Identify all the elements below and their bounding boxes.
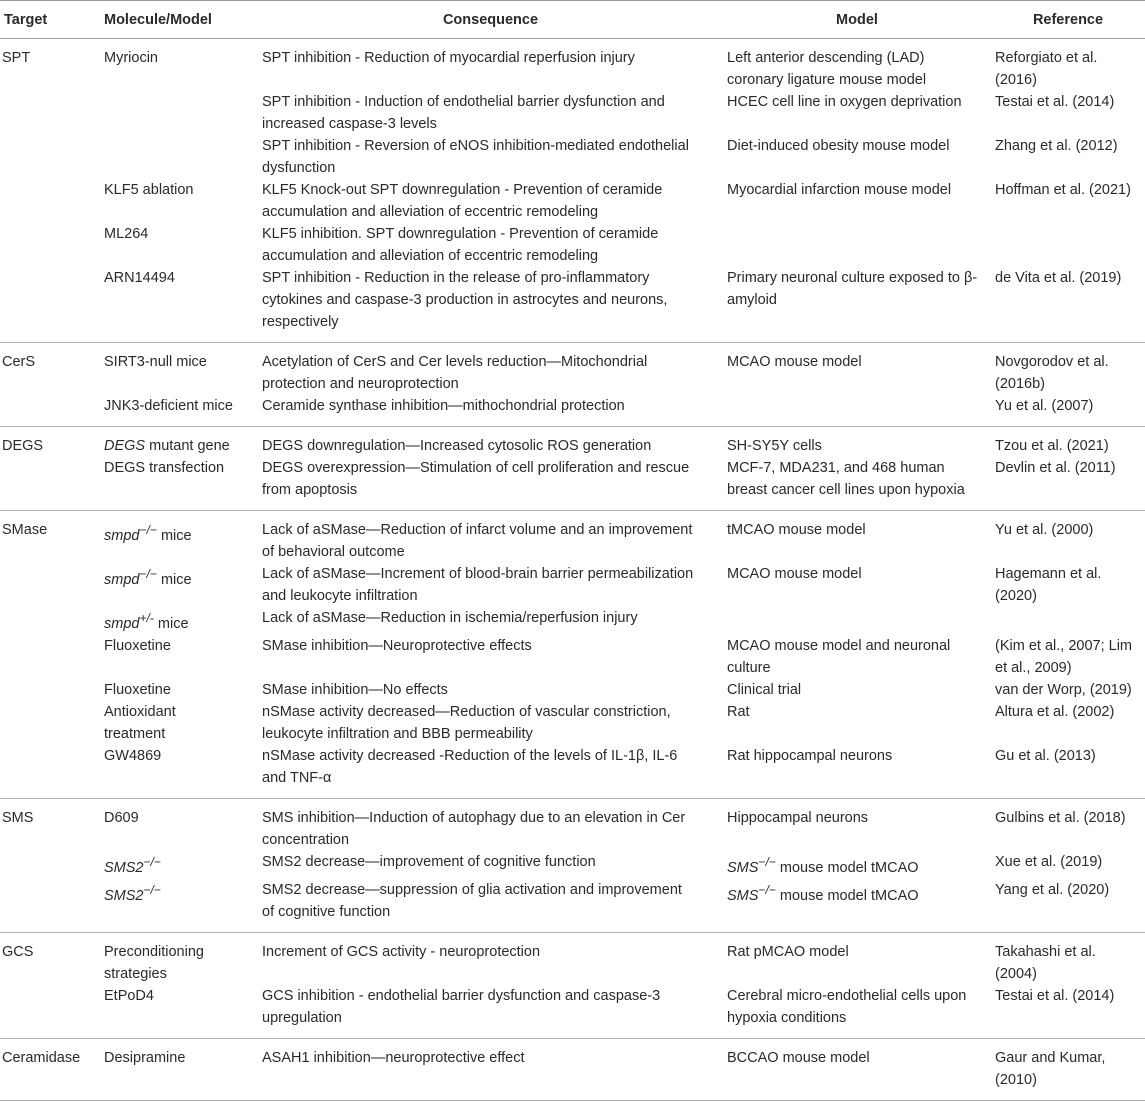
cell-reference: Yu et al. (2007) — [991, 395, 1145, 427]
cell-target — [0, 851, 100, 879]
cell-target: GCS — [2, 943, 34, 960]
cell-molecule: Desipramine — [100, 1038, 258, 1100]
cell-model — [723, 395, 991, 427]
cell-model: MCAO mouse model — [727, 354, 862, 370]
cell-molecule: JNK3-deficient mice — [100, 395, 258, 427]
cell-consequence: SMase inhibition—No effects — [262, 681, 448, 698]
header-consequence: Consequence — [258, 1, 723, 39]
header-model: Model — [723, 1, 991, 39]
table-row — [0, 635, 1145, 679]
cell-model: HCEC cell line in oxygen deprivation — [727, 94, 962, 110]
cell-target: Ceramidase — [0, 1038, 100, 1100]
cell-consequence: nSMase activity decreased—Reduction of vascular constriction, leukocyte infiltration and BBB permeability — [262, 703, 671, 742]
cell-model: MCAO mouse model — [727, 566, 862, 582]
cell-consequence: SMase inhibition—Neuroprotective effects — [262, 637, 532, 654]
cell-target — [0, 395, 100, 427]
table-row — [0, 511, 1145, 564]
molecule-genotype: −/− — [139, 567, 157, 581]
cell-reference — [991, 607, 1145, 635]
cell-reference: Yang et al. (2020) — [991, 879, 1145, 933]
cell-consequence: Lack of aSMase—Reduction of infarct volume and an improvement of behavioral outcome — [262, 522, 693, 560]
cell-reference: Testai et al. (2014) — [995, 94, 1115, 110]
cell-reference: Testai et al. (2014) — [991, 985, 1145, 1039]
cell-model: Rat pMCAO model — [727, 943, 849, 960]
cell-molecule: Antioxidant treatment — [104, 703, 176, 742]
cell-target — [0, 91, 100, 135]
cell-reference: Takahashi et al. (2004) — [995, 943, 1096, 982]
cell-model: Rat hippocampal neurons — [723, 745, 991, 799]
cell-target — [0, 563, 100, 607]
cell-model — [723, 851, 991, 879]
cell-molecule — [100, 91, 258, 135]
cell-molecule — [100, 879, 258, 933]
cell-target — [0, 135, 100, 179]
model-genotype-name: SMS — [727, 887, 759, 904]
molecule-name: smpd — [104, 527, 140, 544]
cell-consequence: KLF5 Knock-out SPT downregulation - Prevention of ceramide accumulation and alleviation of eccentric remodeling — [262, 182, 663, 220]
model-text: mouse model tMCAO — [775, 859, 919, 876]
cell-reference: Yu et al. (2000) — [995, 522, 1094, 538]
cell-model: Diet-induced obesity mouse model — [727, 138, 950, 154]
cell-target — [0, 223, 100, 267]
cell-molecule: DEGS transfection — [100, 457, 258, 511]
cell-consequence: SMS2 decrease—suppression of glia activation and improvement of cognitive function — [258, 879, 723, 933]
cell-consequence: Acetylation of CerS and Cer levels reduction—Mitochondrial protection and neuroprotection — [262, 354, 648, 392]
header-target: Target — [0, 1, 100, 39]
cell-molecule — [100, 135, 258, 179]
cell-model: Myocardial infarction mouse model — [727, 182, 952, 198]
cell-reference — [991, 223, 1145, 267]
model-genotype: −/− — [758, 882, 776, 897]
cell-consequence: KLF5 inhibition. SPT downregulation - Prevention of ceramide accumulation and alleviation of eccentric remodeling — [262, 226, 659, 264]
cell-reference: Reforgiato et al. (2016) — [995, 50, 1098, 88]
cell-target: SMase — [2, 522, 48, 538]
table-row — [0, 679, 1145, 701]
table-row — [0, 745, 1145, 799]
cell-consequence: nSMase activity decreased -Reduction of the levels of IL-1β, IL-6 and TNF-α — [258, 745, 723, 799]
cell-consequence: SPT inhibition - Reduction of myocardial reperfusion injury — [262, 50, 635, 66]
table-row — [0, 607, 1145, 635]
table-body — [0, 39, 1145, 1101]
model-genotype: −/− — [758, 854, 776, 869]
molecule-suffix: mice — [153, 615, 189, 632]
cell-consequence: Lack of aSMase—Reduction in ischemia/reperfusion injury — [262, 610, 638, 626]
cell-model: Clinical trial — [727, 681, 802, 698]
table-row — [0, 879, 1145, 933]
molecule-genotype: −/− — [143, 882, 161, 897]
cell-target — [0, 679, 100, 701]
cell-consequence: DEGS overexpression—Stimulation of cell proliferation and rescue from apoptosis — [258, 457, 723, 511]
cell-model: Cerebral micro-endothelial cells upon hypoxia conditions — [723, 985, 991, 1039]
cell-molecule — [100, 511, 258, 564]
cell-model: Left anterior descending (LAD) coronary ligature mouse model — [727, 50, 927, 88]
table-header — [0, 1, 1145, 39]
model-text: mouse model tMCAO — [775, 887, 919, 904]
cell-molecule: Fluoxetine — [104, 637, 171, 654]
table-row — [0, 267, 1145, 343]
cell-consequence: Ceramide synthase inhibition—mithochondrial protection — [258, 395, 723, 427]
table-row — [0, 457, 1145, 511]
molecule-name: DEGS — [104, 438, 146, 454]
cell-consequence: SMS inhibition—Induction of autophagy due to an elevation in Cer concentration — [262, 809, 686, 848]
cell-target — [0, 179, 100, 223]
cell-consequence: DEGS downregulation—Increased cytosolic ROS generation — [262, 438, 652, 454]
cell-molecule: D609 — [104, 809, 139, 826]
cell-molecule: ML264 — [104, 226, 149, 242]
cell-consequence: GCS inhibition - endothelial barrier dysfunction and caspase-3 upregulation — [258, 985, 723, 1039]
cell-target — [0, 457, 100, 511]
cell-model: BCCAO mouse model — [723, 1038, 991, 1100]
cell-target — [0, 879, 100, 933]
table-row — [0, 179, 1145, 223]
cell-model: SH-SY5Y cells — [727, 438, 822, 454]
cell-target: SMS — [2, 809, 34, 826]
molecule-name: SMS2 — [104, 859, 144, 876]
molecule-genotype: +/- — [139, 611, 154, 625]
table-row — [0, 395, 1145, 427]
molecule-suffix: mutant gene — [145, 438, 230, 454]
cell-reference: Tzou et al. (2021) — [995, 438, 1109, 454]
table-row — [0, 223, 1145, 267]
cell-molecule — [100, 563, 258, 607]
cell-reference: Novgorodov et al. (2016b) — [995, 354, 1109, 392]
cell-molecule — [100, 607, 258, 635]
cell-model: MCF-7, MDA231, and 468 human breast cancer cell lines upon hypoxia — [723, 457, 991, 511]
cell-model — [723, 223, 991, 267]
cell-model: Hippocampal neurons — [727, 809, 869, 826]
cell-consequence: SPT inhibition - Reduction in the release of pro-inflammatory cytokines and caspase-3 production in astrocytes and neurons, respectively — [258, 267, 723, 343]
cell-molecule: Myriocin — [104, 50, 158, 66]
cell-reference: van der Worp, (2019) — [995, 681, 1132, 698]
cell-model: Primary neuronal culture exposed to β- amyloid — [723, 267, 991, 343]
molecule-name: SMS2 — [104, 887, 144, 904]
cell-target — [0, 607, 100, 635]
header-reference: Reference — [991, 1, 1145, 39]
cell-consequence: Lack of aSMase—Increment of blood-brain barrier permeabilization and leukocyte infiltration — [262, 566, 694, 604]
cell-target — [0, 701, 100, 745]
cell-target — [0, 985, 100, 1039]
cell-consequence: SPT inhibition - Induction of endothelial barrier dysfunction and increased caspase-3 levels — [262, 94, 665, 132]
cell-consequence: ASAH1 inhibition—neuroprotective effect — [258, 1038, 723, 1100]
cell-molecule: Preconditioning strategies — [104, 943, 204, 982]
table-row — [0, 563, 1145, 607]
cell-reference: Hagemann et al. (2020) — [995, 566, 1102, 604]
cell-target — [0, 635, 100, 679]
cell-target — [0, 267, 100, 343]
cell-model: Rat — [727, 703, 750, 720]
cell-target: DEGS — [2, 438, 44, 454]
cell-model: tMCAO mouse model — [727, 522, 866, 538]
cell-molecule: KLF5 ablation — [104, 182, 194, 198]
molecule-genotype: −/− — [143, 854, 161, 869]
cell-reference: Altura et al. (2002) — [995, 703, 1115, 720]
table-row — [0, 701, 1145, 745]
molecule-suffix: mice — [156, 571, 192, 588]
cell-reference: de Vita et al. (2019) — [991, 267, 1145, 343]
header-molecule: Molecule/Model — [100, 1, 258, 39]
table-row — [0, 1038, 1145, 1100]
table-row — [0, 798, 1145, 851]
model-genotype-name: SMS — [727, 859, 759, 876]
table-row — [0, 343, 1145, 396]
table-row — [0, 91, 1145, 135]
cell-reference: Devlin et al. (2011) — [991, 457, 1145, 511]
cell-reference: Zhang et al. (2012) — [995, 138, 1118, 154]
cell-reference: Hoffman et al. (2021) — [995, 182, 1131, 198]
cell-reference: Xue et al. (2019) — [995, 853, 1103, 870]
cell-model — [723, 879, 991, 933]
molecule-genotype: −/− — [139, 523, 157, 537]
molecule-suffix: mice — [156, 527, 192, 544]
table-row — [0, 851, 1145, 879]
cell-consequence: SMS2 decrease—improvement of cognitive function — [262, 853, 596, 870]
cell-reference: (Kim et al., 2007; Lim et al., 2009) — [995, 637, 1132, 676]
cell-molecule: ARN14494 — [100, 267, 258, 343]
table-row — [0, 427, 1145, 458]
cell-molecule: SIRT3-null mice — [104, 354, 207, 370]
cell-target — [0, 745, 100, 799]
table-row — [0, 932, 1145, 985]
cell-molecule: EtPoD4 — [100, 985, 258, 1039]
cell-model — [723, 607, 991, 635]
molecule-name: smpd — [104, 571, 140, 588]
table-row — [0, 135, 1145, 179]
cell-molecule: GW4869 — [100, 745, 258, 799]
cell-consequence: SPT inhibition - Reversion of eNOS inhibition-mediated endothelial dysfunction — [262, 138, 689, 176]
cell-target: SPT — [2, 50, 31, 66]
cell-molecule — [100, 851, 258, 879]
cell-target: CerS — [2, 354, 36, 370]
cell-reference: Gaur and Kumar, (2010) — [991, 1038, 1145, 1100]
table-row — [0, 39, 1145, 92]
cell-reference: Gu et al. (2013) — [991, 745, 1145, 799]
cell-molecule — [100, 427, 258, 458]
cell-molecule: Fluoxetine — [104, 681, 171, 698]
table-row — [0, 985, 1145, 1039]
cell-model: MCAO mouse model and neuronal culture — [727, 637, 951, 676]
cell-reference: Gulbins et al. (2018) — [995, 809, 1126, 826]
molecule-name: smpd — [104, 615, 140, 632]
cell-consequence: Increment of GCS activity - neuroprotection — [262, 943, 541, 960]
